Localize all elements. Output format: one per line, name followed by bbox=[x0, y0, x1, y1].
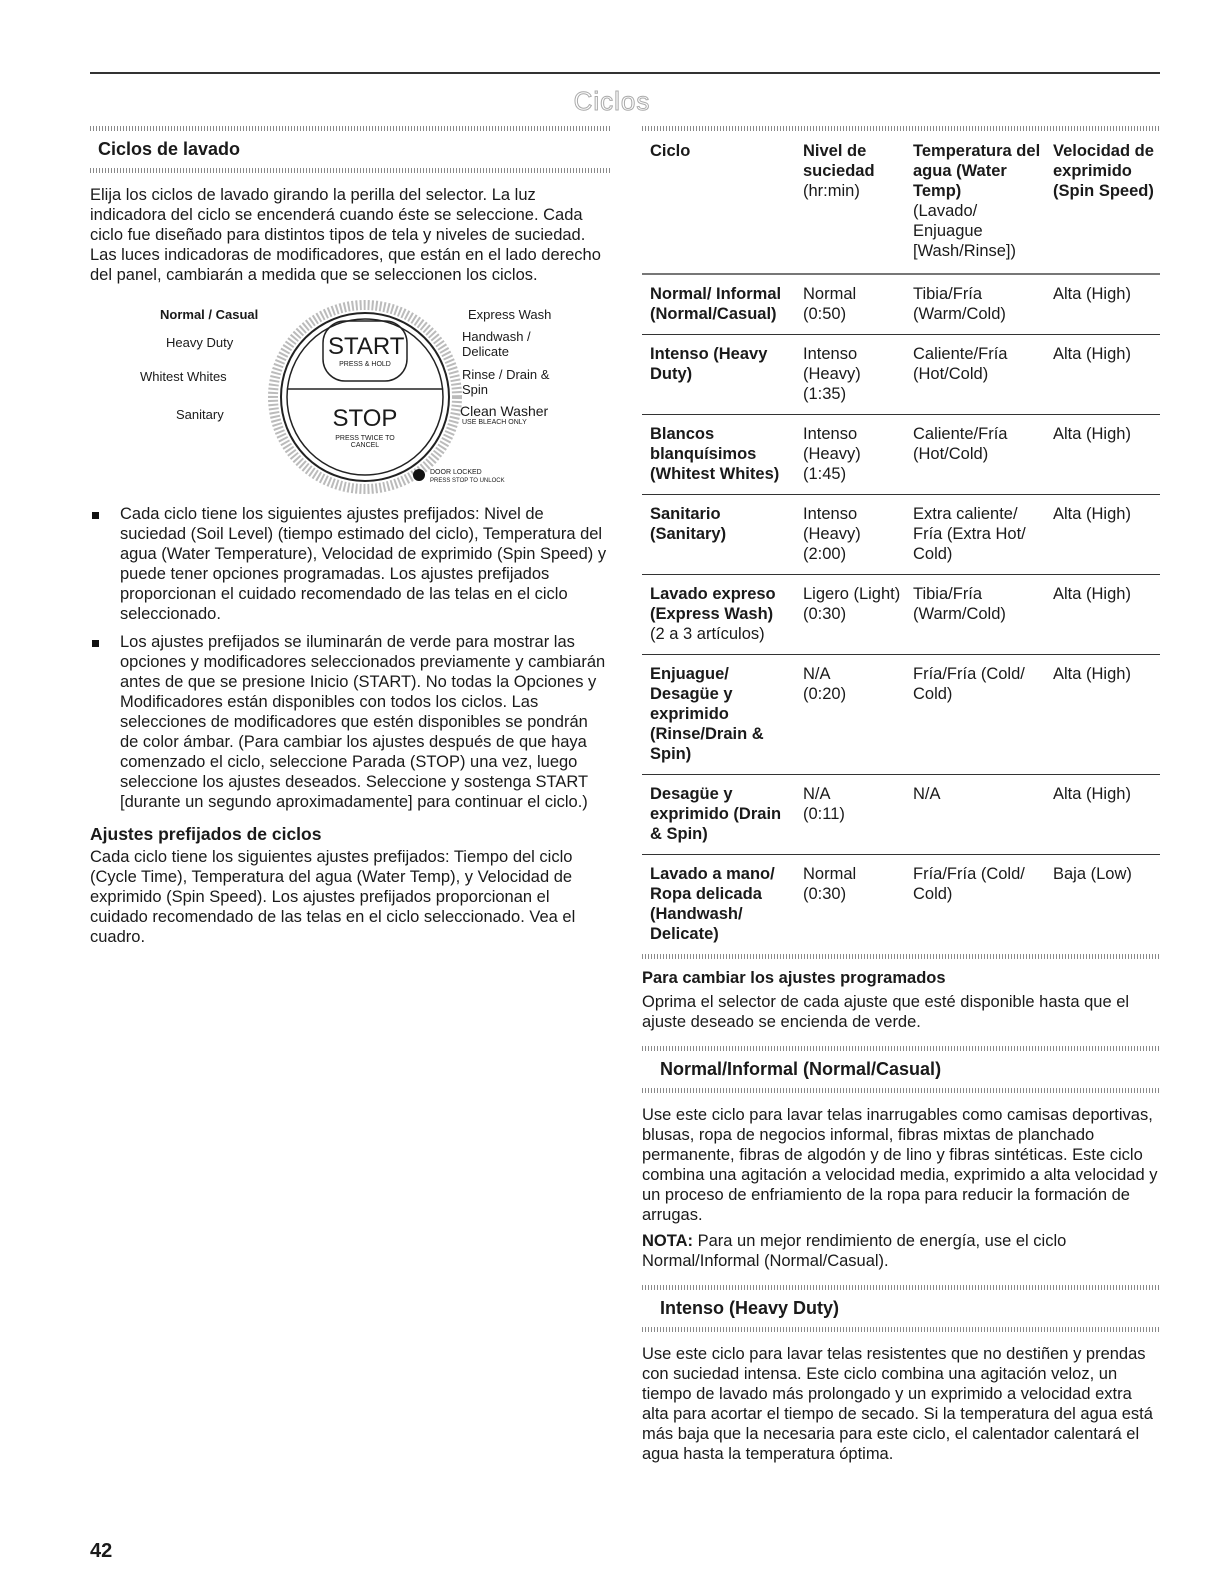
cell-spin: Alta (High) bbox=[1045, 775, 1160, 855]
cell-cycle: Lavado a mano/ Ropa delicada (Handwash/ Delicate) bbox=[650, 865, 775, 943]
dial-label-heavy-duty: Heavy Duty bbox=[166, 335, 234, 350]
cell-cycle: Lavado expreso (Express Wash) (2 a 3 artículos) bbox=[642, 575, 795, 655]
dial-label-sanitary: Sanitary bbox=[176, 407, 224, 422]
table-row bbox=[642, 415, 1160, 495]
cell-cycle: Enjuague/ Desagüe y exprimido (Rinse/Drain & Spin) bbox=[642, 655, 795, 775]
change-settings-heading: Para cambiar los ajustes programados bbox=[642, 969, 946, 987]
start-button[interactable]: START bbox=[328, 333, 405, 360]
cell-soil: N/A (0:20) bbox=[795, 655, 905, 775]
heavy-duty-paragraph: Use este ciclo para lavar telas resistentes que no destiñen y prendas con suciedad intensa. Este ciclo combina una agitación veloz, un tiempo de lavado más prolongado y un exprimido a velocidad extra alta para acortar el tiempo de secado. Si la temperatura del agua está más baja que la necesaria para este ciclo, el calentador calentará el agua hasta la temperatura óptima. bbox=[642, 1345, 1153, 1463]
table-header-velocidad: Velocidad de exprimido (Spin Speed) bbox=[1045, 131, 1160, 274]
table-row bbox=[642, 655, 1160, 775]
cell-soil: Intenso (Heavy) (1:35) bbox=[795, 335, 905, 415]
cell-spin: Alta (High) bbox=[1045, 495, 1160, 575]
cell-spin: Baja (Low) bbox=[1053, 865, 1132, 883]
table-header-ciclo: Ciclo bbox=[642, 131, 795, 274]
heavy-duty-heading: Intenso (Heavy Duty) bbox=[660, 1298, 840, 1318]
note-text: Para un mejor rendimiento de energía, use el ciclo Normal/Informal (Normal/Casual). bbox=[642, 1232, 1067, 1270]
divider bbox=[642, 1088, 1160, 1093]
cell-cycle: Desagüe y exprimido (Drain & Spin) bbox=[642, 775, 795, 855]
table-row bbox=[642, 775, 1160, 855]
cell-soil: Ligero (Light) (0:30) bbox=[795, 575, 905, 655]
cell-soil: Intenso (Heavy) (1:45) bbox=[795, 415, 905, 495]
table-row bbox=[642, 335, 1160, 415]
table-row bbox=[642, 495, 1160, 575]
cell-cycle: Blancos blanquísimos (Whitest Whites) bbox=[642, 415, 795, 495]
dial-label-clean-washer: Clean Washer bbox=[460, 403, 549, 419]
cell-cycle: Normal/ Informal (Normal/Casual) bbox=[642, 274, 795, 335]
cell-temp: Fría/Fría (Cold/ Cold) bbox=[913, 865, 1025, 903]
normal-casual-heading: Normal/Informal (Normal/Casual) bbox=[660, 1059, 942, 1079]
cell-soil: Normal (0:50) bbox=[795, 274, 905, 335]
cell-spin: Alta (High) bbox=[1045, 274, 1160, 335]
door-locked-label: DOOR LOCKED bbox=[430, 469, 482, 476]
right-column bbox=[642, 126, 1160, 1464]
cell-soil: Intenso (Heavy) (2:00) bbox=[795, 495, 905, 575]
presets-heading: Ajustes prefijados de ciclos bbox=[90, 824, 322, 844]
intro-paragraph: Elija los ciclos de lavado girando la perilla del selector. La luz indicadora del ciclo se encenderá cuando éste se seleccione. Cada ciclo fue diseñado para distintos tipos de tela y niveles de suciedad. Las luces indicadoras de modificadores, que están en el lado derecho del panel, cambiarán a medida que se seleccionen los ciclos. bbox=[90, 186, 601, 284]
lock-icon bbox=[413, 469, 425, 481]
presets-paragraph: Cada ciclo tiene los siguientes ajustes prefijados: Tiempo del ciclo (Cycle Time), Temperatura del agua (Water Temp), y Velocidad de exprimido (Spin Speed). Los ajustes prefijados proporcionan el cuidado recomendado de las telas en el ciclo seleccionado. Vea el cuadro. bbox=[90, 848, 576, 946]
cell-spin: Alta (High) bbox=[1045, 655, 1160, 775]
table-row bbox=[642, 855, 1160, 955]
cell-soil: N/A (0:11) bbox=[795, 775, 905, 855]
normal-casual-paragraph: Use este ciclo para lavar telas inarrugables como camisas deportivas, blusas, ropa de negocios informal, fibras mixtas de planchado permanente, fibras de algodón y de lino y fibras sintéticas. Este ciclo combina una agitación a velocidad media, exprimido a alta velocidad y un proceso de enfriamiento de la ropa para reducir la formación de arrugas. bbox=[642, 1106, 1158, 1224]
divider bbox=[642, 1046, 1160, 1051]
table-row bbox=[642, 575, 1160, 655]
divider bbox=[642, 954, 1160, 959]
cell-temp: Tibia/Fría (Warm/Cold) bbox=[905, 575, 1045, 655]
cell-temp: N/A bbox=[905, 775, 1045, 855]
dial-label-clean-sub: USE BLEACH ONLY bbox=[462, 419, 527, 426]
divider bbox=[90, 168, 610, 173]
dial-label-whitest-whites: Whitest Whites bbox=[140, 369, 227, 384]
table-row bbox=[642, 274, 1160, 335]
left-column bbox=[90, 126, 610, 947]
cell-temp: Caliente/Fría (Hot/Cold) bbox=[905, 415, 1045, 495]
cycle-table bbox=[642, 131, 1160, 954]
cell-cycle: Intenso (Heavy Duty) bbox=[642, 335, 795, 415]
cell-temp: Fría/Fría (Cold/ Cold) bbox=[905, 655, 1045, 775]
cell-spin: Alta (High) bbox=[1045, 415, 1160, 495]
cell-spin: Alta (High) bbox=[1045, 575, 1160, 655]
stop-button[interactable]: STOP bbox=[332, 405, 398, 432]
bullet-list bbox=[90, 504, 610, 812]
top-rule bbox=[90, 72, 1160, 74]
page-title: Ciclos bbox=[573, 86, 651, 116]
dial-label-rinse-drain-spin: Rinse / Drain & Spin bbox=[462, 367, 550, 397]
cell-temp: Extra caliente/ Fría (Extra Hot/ Cold) bbox=[905, 495, 1045, 575]
dial-label-express-wash: Express Wash bbox=[468, 307, 552, 322]
divider bbox=[90, 126, 610, 131]
table-header-row bbox=[642, 131, 1160, 274]
divider bbox=[642, 1285, 1160, 1290]
cell-cycle: Sanitario (Sanitary) bbox=[642, 495, 795, 575]
list-item: Los ajustes prefijados se iluminarán de verde para mostrar las opciones y modificadores seleccionados previamente y cambiarán antes de que se presione Inicio (START). No todas la Opciones y Modificadores están disponibles con todos los ciclos. Las selecciones de modificadores que estén disponibles se pondrán de color ámbar. (Para cambiar los ajustes después de que haya comenzado el ciclo, seleccione Parada (STOP) una vez, luego seleccione los ajustes deseados. Seleccione y sostenga START [durante un segundo aproximadamente] para continuar el ciclo.) bbox=[90, 632, 610, 812]
cell-temp: Tibia/Fría (Warm/Cold) bbox=[905, 274, 1045, 335]
table-header-temperatura: Temperatura del agua (Water Temp) (Lavado/ Enjuague [Wash/Rinse]) bbox=[905, 131, 1045, 274]
section-heading-ciclos-de-lavado: Ciclos de lavado bbox=[98, 139, 241, 159]
door-locked-sub: PRESS STOP TO UNLOCK bbox=[430, 478, 505, 484]
stop-sub-label: PRESS TWICE TO CANCEL bbox=[335, 435, 395, 449]
cell-spin: Alta (High) bbox=[1045, 335, 1160, 415]
note-paragraph bbox=[642, 1231, 1160, 1271]
list-item: Cada ciclo tiene los siguientes ajustes prefijados: Nivel de suciedad (Soil Level) (tiempo estimado del ciclo), Temperatura del agua (Water Temperature), Velocidad de exprimido (Spin Speed) y puede tener opciones programadas. Los ajustes prefijados proporcionan el cuidado recomendado de las telas en el ciclo seleccionado. bbox=[90, 504, 610, 624]
cell-soil: Normal (0:30) bbox=[803, 865, 857, 903]
dial-label-handwash-delicate: Handwash / Delicate bbox=[462, 329, 531, 359]
divider bbox=[642, 1327, 1160, 1332]
cell-temp: Caliente/Fría (Hot/Cold) bbox=[905, 335, 1045, 415]
table-header-nivel: Nivel de suciedad (hr:min) bbox=[795, 131, 905, 274]
page-number: 42 bbox=[90, 1540, 113, 1562]
change-settings-paragraph: Oprima el selector de cada ajuste que esté disponible hasta que el ajuste deseado se encienda de verde. bbox=[642, 993, 1130, 1031]
start-sub-label: PRESS & HOLD bbox=[339, 361, 391, 368]
control-panel-diagram bbox=[90, 299, 610, 494]
note-label: NOTA: bbox=[642, 1232, 694, 1250]
dial-label-normal-casual: Normal / Casual bbox=[160, 307, 259, 322]
